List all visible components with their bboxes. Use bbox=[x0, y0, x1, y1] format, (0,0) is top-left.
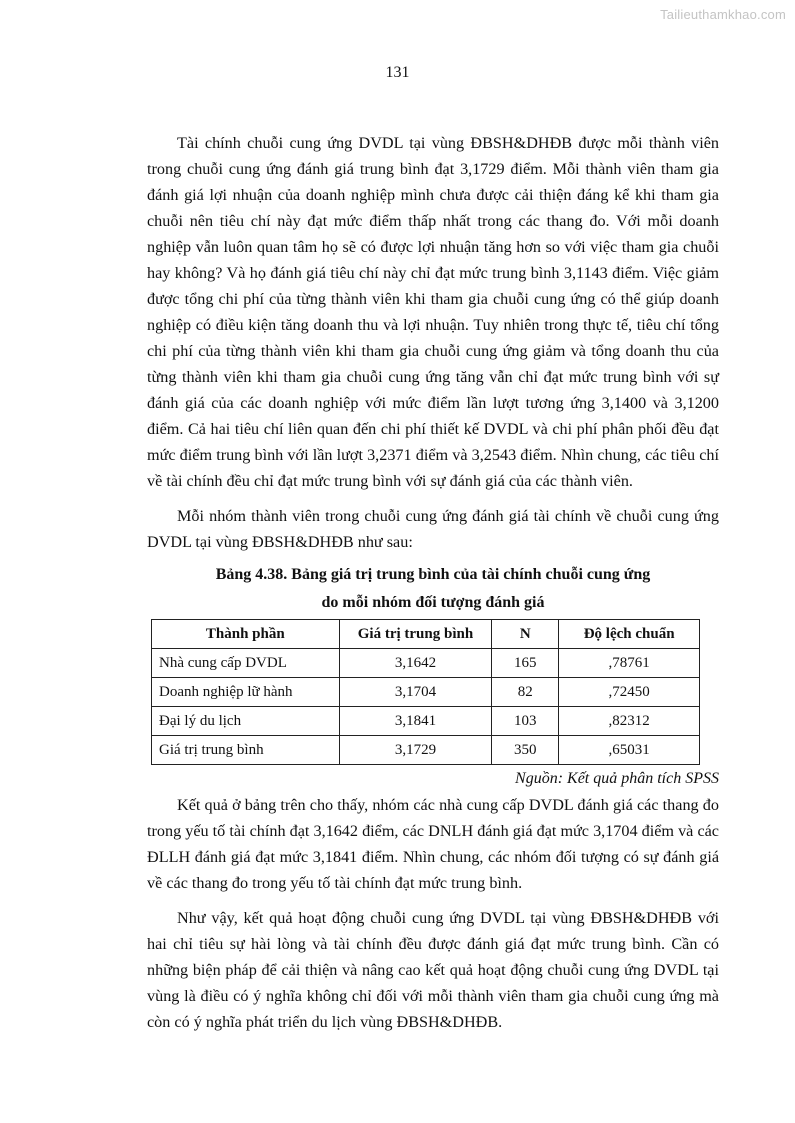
table-row bbox=[152, 649, 700, 678]
paragraph-finance-overview: Tài chính chuỗi cung ứng DVDL tại vùng ĐBSH&DHĐB được mỗi thành viên trong chuỗi cung ứng đánh giá trung bình đạt 3,1729 điểm. Mỗi thành viên tham gia đánh giá lợi nhuận của doanh nghiệp mình chưa được cải thiện đáng kể khi tham gia chuỗi nên tiêu chí này đạt mức điểm thấp nhất trong các thang đo. Với mỗi doanh nghiệp vẫn luôn quan tâm họ sẽ có được lợi nhuận tăng hơn so với việc tham gia chuỗi hay không? Và họ đánh giá tiêu chí này chỉ đạt mức trung bình 3,1143 điểm. Việc giảm được tổng chi phí của từng thành viên khi tham gia chuỗi cung ứng có thể giúp doanh nghiệp có điều kiện tăng doanh thu và lợi nhuận. Tuy nhiên trong thực tế, tiêu chí tổng chi phí của từng thành viên khi tham gia chuỗi cung ứng giảm và tổng doanh thu của từng thành viên khi tham gia chuỗi cung ứng tăng vẫn chỉ đạt mức trung bình với sự đánh giá của các doanh nghiệp với mức điểm lần lượt tương ứng 3,1400 và 3,1200 điểm. Cả hai tiêu chí liên quan đến chi phí thiết kế DVDL và chi phí phân phối đều đạt mức điểm trung bình với lần lượt 3,2371 điểm và 3,2543 điểm. Nhìn chung, các tiêu chí về tài chính đều chỉ đạt mức trung bình với sự đánh giá của các thành viên. bbox=[147, 134, 719, 490]
cell-mean: 3,1704 bbox=[339, 678, 492, 707]
cell-mean: 3,1729 bbox=[339, 736, 492, 765]
cell-std-dev: ,82312 bbox=[559, 707, 700, 736]
header-std-dev: Độ lệch chuẩn bbox=[559, 620, 700, 649]
cell-component: Giá trị trung bình bbox=[152, 736, 340, 765]
page-number: 131 bbox=[385, 64, 410, 81]
header-n: N bbox=[492, 620, 559, 649]
table-header-row bbox=[152, 620, 700, 649]
header-mean: Giá trị trung bình bbox=[339, 620, 492, 649]
table-source: Nguồn: Kết quả phân tích SPSS bbox=[515, 770, 719, 787]
paragraph-table-intro: Mỗi nhóm thành viên trong chuỗi cung ứng đánh giá tài chính về chuỗi cung ứng DVDL tại vùng ĐBSH&DHĐB như sau: bbox=[147, 507, 719, 551]
watermark: Tailieuthamkhao.com bbox=[660, 7, 786, 22]
table-caption-line-2: do mỗi nhóm đối tượng đánh giá bbox=[321, 594, 545, 611]
cell-std-dev: ,78761 bbox=[559, 649, 700, 678]
cell-mean: 3,1841 bbox=[339, 707, 492, 736]
cell-std-dev: ,72450 bbox=[559, 678, 700, 707]
table-row bbox=[152, 707, 700, 736]
table-caption-line-1: Bảng 4.38. Bảng giá trị trung bình của tài chính chuỗi cung ứng bbox=[215, 566, 651, 583]
table-row bbox=[152, 736, 700, 765]
header-component: Thành phần bbox=[152, 620, 340, 649]
cell-n: 82 bbox=[492, 678, 559, 707]
paragraph-table-result: Kết quả ở bảng trên cho thấy, nhóm các nhà cung cấp DVDL đánh giá các thang đo trong yếu tố tài chính đạt 3,1642 điểm, các DNLH đánh giá đạt mức 3,1704 điểm và các ĐLLH đánh giá đạt mức 3,1841 điểm. Nhìn chung, các nhóm đối tượng có sự đánh giá về các thang đo trong yếu tố tài chính đạt mức trung bình. bbox=[147, 796, 719, 892]
document-body bbox=[147, 130, 719, 1035]
paragraph-conclusion: Như vậy, kết quả hoạt động chuỗi cung ứng DVDL tại vùng ĐBSH&DHĐB với hai chỉ tiêu sự hài lòng và tài chính đều được đánh giá đạt mức trung bình. Cần có những biện pháp để cải thiện và nâng cao kết quả hoạt động chuỗi cung ứng DVDL tại vùng là điều có ý nghĩa không chỉ đối với mỗi thành viên tham gia chuỗi cung ứng mà còn có ý nghĩa phát triển du lịch vùng ĐBSH&DHĐB. bbox=[147, 909, 719, 1031]
cell-n: 350 bbox=[492, 736, 559, 765]
cell-n: 103 bbox=[492, 707, 559, 736]
table-row bbox=[152, 678, 700, 707]
cell-component: Nhà cung cấp DVDL bbox=[152, 649, 340, 678]
cell-std-dev: ,65031 bbox=[559, 736, 700, 765]
cell-n: 165 bbox=[492, 649, 559, 678]
cell-component: Đại lý du lịch bbox=[152, 707, 340, 736]
cell-mean: 3,1642 bbox=[339, 649, 492, 678]
cell-component: Doanh nghiệp lữ hành bbox=[152, 678, 340, 707]
finance-mean-table bbox=[151, 619, 700, 765]
table-caption bbox=[147, 561, 719, 617]
